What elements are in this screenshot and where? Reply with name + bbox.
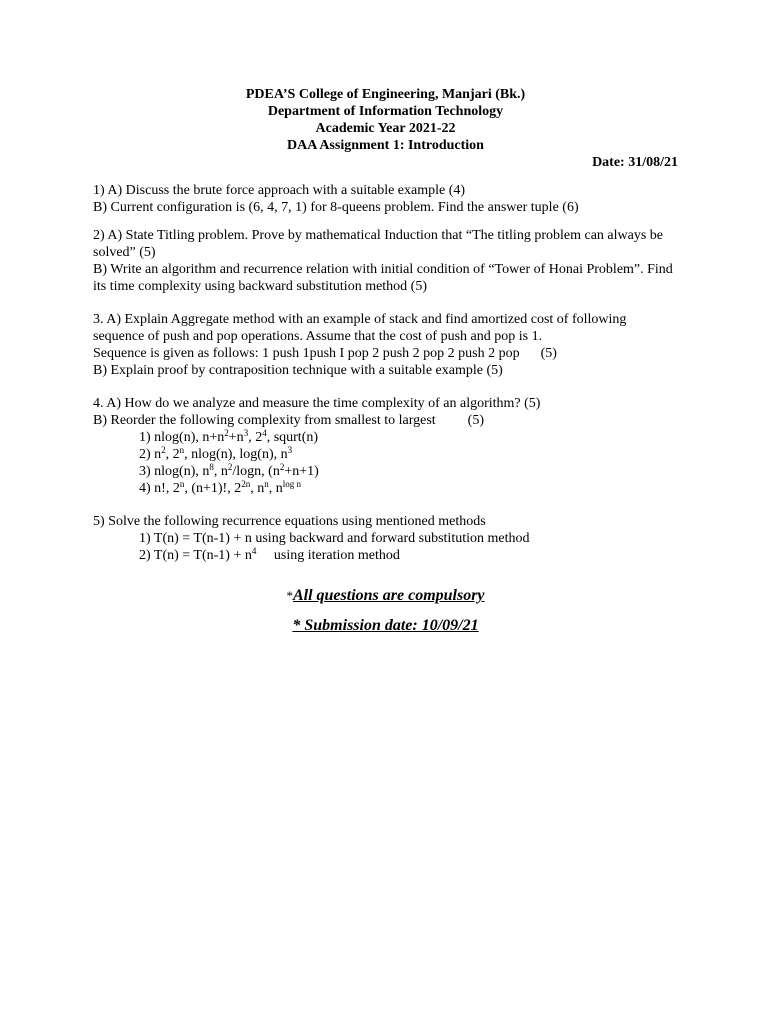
recurrence-item-2: 2) $T(n) = T(n-1) + n^4$ using iteration method (139, 546, 400, 563)
complexity-item-2: 2) $n^2$, 2$^n$, nlog(n), log(n), $n^3$ (139, 445, 293, 462)
recurrence-list (93, 530, 678, 564)
complexity-item-1: 1) nlog(n), $n+n^2+n^3$, $2^4$, squrt(n) (139, 428, 319, 445)
recurrence-item-1: 1) T(n) = T(n-1) + n using backward and forward substitution method (139, 531, 530, 546)
question-4b-marks: (5) (467, 413, 484, 428)
assignment-date: Date: 31/08/21 (592, 155, 678, 170)
submission-date: * Submission date: 10/09/21 (292, 617, 479, 634)
question-3a: 3. A) Explain Aggregate method with an example of stack and find amortized cost of following sequence of push and pop operations. Assume that the cost of push and pop is 1. (93, 312, 627, 344)
complexity-list (93, 429, 678, 497)
compulsory-note: *All questions are compulsory (286, 587, 485, 604)
question-4b (93, 412, 678, 429)
question-2b: B) Write an algorithm and recurrence relation with initial condition of “Tower of Honai Problem”. Find its time complexity using backward substitution method (5) (93, 262, 673, 294)
question-4b-text: B) Reorder the following complexity from smallest to largest (93, 413, 436, 428)
assignment-page (93, 86, 678, 636)
academic-year: Academic Year 2021-22 (315, 121, 456, 136)
question-1b: B) Current configuration is (6, 4, 7, 1) for 8-queens problem. Find the answer tuple (6) (93, 200, 579, 215)
complexity-item-4: 4) n!, 2$^n$, (n+1)!, $2^{2n}$, $n^n$, $n^{log n}$ (139, 479, 301, 496)
complexity-item-3: 3) nlog(n), $n^8$, $n^2$/logn, $(n^2+n+1)$ (139, 462, 319, 479)
assignment-title: DAA Assignment 1: Introduction (287, 138, 484, 153)
question-1a: 1) A) Discuss the brute force approach with a suitable example (4) (93, 183, 466, 198)
question-2a: 2) A) State Titling problem. Prove by mathematical Induction that “The titling problem can always be solved” (5) (93, 228, 663, 260)
compulsory-text: All questions are compulsory (292, 587, 485, 604)
question-5: 5) Solve the following recurrence equations using mentioned methods (93, 514, 486, 529)
question-4a: 4. A) How do we analyze and measure the time complexity of an algorithm? (5) (93, 396, 541, 411)
question-3-sequence: Sequence is given as follows: 1 push 1push I pop 2 push 2 pop 2 push 2 pop (5) (93, 346, 557, 361)
college-name: PDEA’S College of Engineering, Manjari (Bk.) (245, 87, 526, 102)
header (93, 86, 678, 154)
department-name: Department of Information Technology (267, 104, 504, 119)
question-3b: B) Explain proof by contraposition technique with a suitable example (5) (93, 363, 503, 378)
footer-notes (93, 586, 678, 636)
